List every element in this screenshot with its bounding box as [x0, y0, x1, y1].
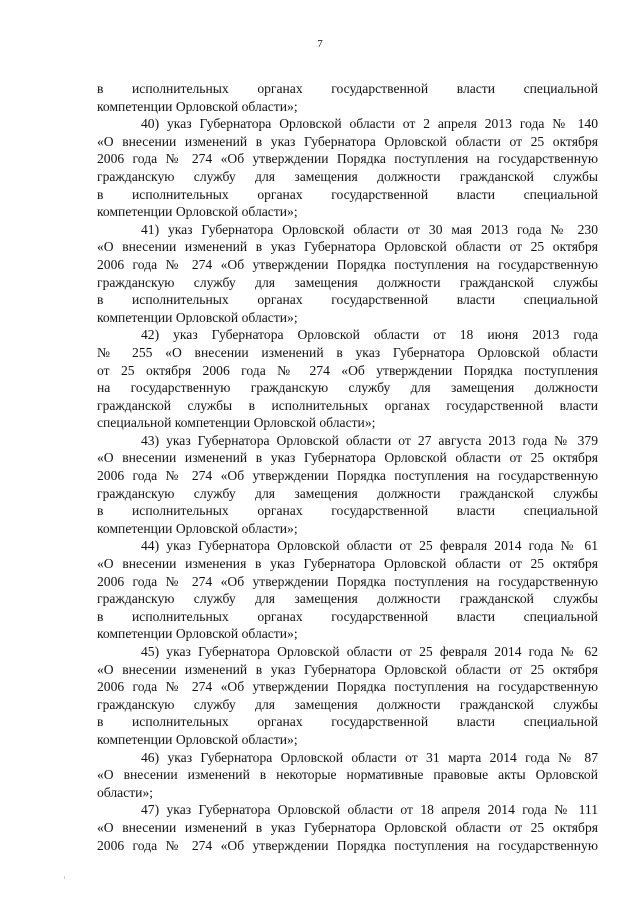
- list-item: [97, 749, 598, 802]
- text-line: гражданской службы в исполнительных органах государственной власти: [97, 397, 598, 413]
- text-line: 45) указ Губернатора Орловской области от 25 февраля 2014 года № 62: [141, 644, 598, 659]
- text-line: компетенции Орловской области»;: [97, 626, 298, 642]
- text-line: 43) указ Губернатора Орловской области от 27 августа 2013 года № 379: [141, 432, 598, 448]
- text-line: № 255 «О внесении изменений в указ Губернатора Орловской области: [97, 344, 598, 360]
- text-line: 2006 года № 274 «Об утверждении Порядка поступления на государственную: [97, 837, 598, 853]
- list-item: [97, 221, 598, 327]
- list-item: [97, 326, 598, 432]
- text-line: в исполнительных органах государственной власти специальной: [97, 186, 598, 202]
- text-line: в исполнительных органах государственной власти специальной: [97, 608, 598, 624]
- list-item-continuation: [97, 80, 598, 115]
- text-line: 2006 года № 274 «Об утверждении Порядка поступления на государственную: [97, 468, 598, 484]
- text-line: специальной компетенции Орловской области»;: [97, 415, 376, 431]
- text-line: «О внесении изменений в указ Губернатора Орловской области от 25 октября: [97, 661, 598, 677]
- text-line: 47) указ Губернатора Орловской области от 18 апреля 2014 года № 111: [141, 802, 598, 818]
- text-line: 2006 года № 274 «Об утверждении Порядка поступления на государственную: [97, 573, 598, 589]
- text-line: гражданскую службу для замещения должности гражданской службы: [97, 485, 598, 501]
- text-line: в исполнительных органах государственной власти специальной: [97, 81, 598, 96]
- text-line: «О внесении изменений в указ Губернатора Орловской области от 25 октября: [97, 239, 598, 255]
- text-line: в исполнительных органах государственной власти специальной: [97, 714, 598, 730]
- text-line: компетенции Орловской области»;: [97, 98, 298, 114]
- list-item: [97, 643, 598, 749]
- text-line: «О внесении изменений в указ Губернатора Орловской области от 25 октября: [97, 450, 598, 466]
- text-line: «О внесении изменения в указ Губернатора Орловской области от 25 октября: [97, 556, 598, 572]
- text-line: «О внесении изменений в указ Губернатора Орловской области от 25 октября: [97, 133, 598, 149]
- text-line: «О внесении изменений в некоторые нормативные правовые акты Орловской: [97, 767, 598, 783]
- page-number: 7: [317, 38, 323, 50]
- list-item: [97, 801, 598, 854]
- text-line: гражданскую службу для замещения должности гражданской службы: [97, 168, 598, 184]
- text-line: 41) указ Губернатора Орловской области от 30 мая 2013 года № 230: [141, 221, 598, 237]
- document-body: [97, 80, 598, 854]
- text-line: «О внесении изменений в указ Губернатора Орловской области от 25 октября: [97, 819, 598, 835]
- text-line: в исполнительных органах государственной власти специальной: [97, 503, 598, 519]
- text-line: от 25 октября 2006 года № 274 «Об утверждении Порядка поступления: [97, 362, 598, 378]
- text-line: в исполнительных органах государственной власти специальной: [97, 292, 598, 308]
- text-line: 42) указ Губернатора Орловской области от 18 июня 2013 года: [141, 327, 598, 343]
- text-line: 2006 года № 274 «Об утверждении Порядка поступления на государственную: [97, 151, 598, 167]
- text-line: компетенции Орловской области»;: [97, 204, 298, 220]
- list-item: [97, 432, 598, 538]
- text-line: 2006 года № 274 «Об утверждении Порядка поступления на государственную: [97, 256, 598, 272]
- text-line: гражданскую службу для замещения должности гражданской службы: [97, 696, 598, 712]
- list-item: [97, 115, 598, 221]
- text-line: 46) указ Губернатора Орловской области от 31 марта 2014 года № 87: [141, 749, 598, 765]
- text-line: гражданскую службу для замещения должности гражданской службы: [97, 274, 598, 290]
- text-line: гражданскую службу для замещения должности гражданской службы: [97, 591, 598, 607]
- text-line: компетенции Орловской области»;: [97, 731, 298, 747]
- scan-artifact: [64, 876, 65, 879]
- text-line: области»;: [97, 784, 154, 800]
- text-line: компетенции Орловской области»;: [97, 520, 298, 536]
- text-line: на государственную гражданскую службу для замещения должности: [97, 380, 598, 396]
- text-line: 44) указ Губернатора Орловской области от 25 февраля 2014 года № 61: [141, 538, 598, 554]
- text-line: 2006 года № 274 «Об утверждении Порядка поступления на государственную: [97, 679, 598, 695]
- text-line: 40) указ Губернатора Орловской области от 2 апреля 2013 года № 140: [141, 116, 598, 132]
- text-line: компетенции Орловской области»;: [97, 309, 298, 325]
- list-item: [97, 537, 598, 643]
